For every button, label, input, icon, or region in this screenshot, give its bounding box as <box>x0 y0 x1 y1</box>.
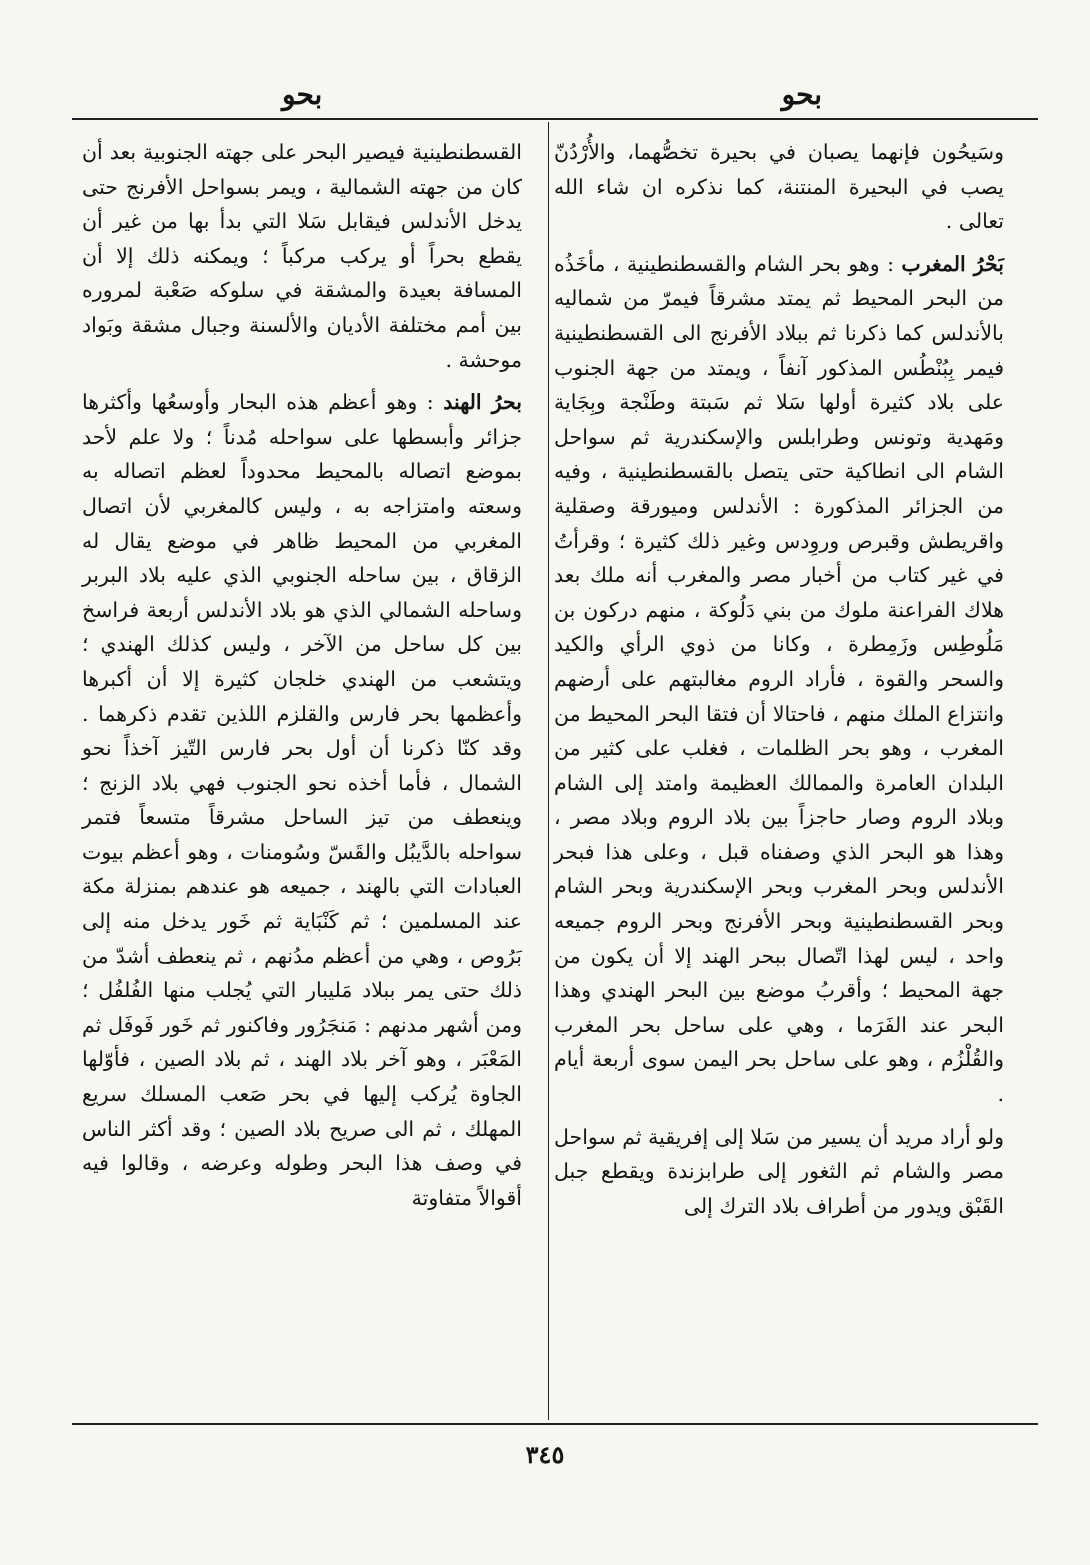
entry-heading-bahr-al-hind: بحرُ الهند <box>443 390 522 415</box>
running-head-left: بحو <box>282 78 323 111</box>
top-rule <box>72 118 1038 120</box>
bottom-rule <box>72 1423 1038 1425</box>
right-paragraph-2 <box>554 247 1004 1112</box>
page-number: ٣٤٥ <box>525 1440 565 1469</box>
left-paragraph-1: القسطنطينية فيصير البحر على جهته الجنوبية بعد أن كان من جهته الشمالية ، ويمر بسواحل الأفرنج حتى يدخل الأندلس فيقابل سَلا التي بدأ بها من غير أن يقطع بحراً أو يركب مركباً ؛ ويمكنه ذلك إلا أن المسافة بعيدة والمشقة في سلوكه صَعْبة لمروره بين أمم مختلفة الأديان والألسنة وجبال مشقة وبَواد موحشة . <box>82 140 522 372</box>
right-paragraph-2-body: : وهو بحر الشام والقسطنطينية ، مأخَذُه من البحر المحيط ثم يمتد مشرقاً فيمرّ من شماليه بالأندلس كما ذكرنا ثم ببلاد الأفرنج الى القسطنطينية فيمر بِبُنْطُس المذكور آنفاً ، ويمتد من جهة الجنوب على بلاد كثيرة أولها سَلا ثم سَبتة وطَنْجة وبِجَاية ومَهدية وتونس وطرابلس والإسكندرية ثم سواحل الشام الى انطاكية حتى يتصل بالقسطنطينية ، وفيه من الجزائر المذكورة : الأندلس وميورقة وصقلية واقريطش وقبرص وروِدس وغير ذلك كثيرة ؛ وقرأتُ في غير كتاب من أخبار مصر والمغرب أنه ملك بعد هلاك الفراعنة ملوك من بني دَلُوكة ، منهم دركون بن مَلُوطِس وزَمِطرة ، وكانا من ذوي الرأي والكيد والسحر والقوة ، فأراد الروم مغالبتهم على أرضهم وانتزاع الملك منهم ، فاحتالا أن فتقا البحر المحيط من المغرب ، وهو بحر الظلمات ، فغلب على كثير من البلدان العامرة والممالك العظيمة وامتد إلى الشام وبلاد الروم وصار حاجزاً بين بلاد الروم وبلاد مصر ، وهذا هو البحر الذي وصفناه قبل ، وعلى هذا فبحر الأندلس وبحر المغرب وبحر الإسكندرية وبحر الشام وبحر القسطنطينية وبحر الأفرنج وبحر الروم جميعه واحد ، ليس لهذا اتّصال ببحر الهند إلا أن يكون من جهة المحيط ؛ وأقربُ موضع بين البحر الهندي وهذا البحر عند الفَرَما ، وهي على ساحل بحر المغرب والقُلْزُم ، وهو على ساحل بحر اليمن سوى أربعة أيام . <box>554 251 1004 1107</box>
running-head-right: بحو <box>781 78 822 111</box>
right-paragraph-3: ولو أراد مريد أن يسير من سَلا إلى إفريقية ثم سواحل مصر والشام ثم الثغور إلى طرابزندة ويقطع جبل القَبْق ويدور من أطراف بلاد الترك إلى <box>554 1124 1004 1218</box>
left-paragraph-2 <box>82 385 522 1215</box>
right-paragraph-1: وسَيحُون فإنهما يصبان في بحيرة تخصُّهما، والأُرْدُنّ يصب في البحيرة المنتنة، كما نذكره ان شاء الله تعالى . <box>554 140 1004 234</box>
entry-heading-bahr-al-maghrib: بَحْرُ المغرب <box>901 251 1004 276</box>
left-paragraph-2-body: : وهو أعظم هذه البحار وأوسعُها وأكثرها جزائر وأبسطها على سواحله مُدناً ؛ ولا علم لأحد بموضع اتصاله بالمحيط محدوداً لعظم اتصاله به وسعته وامتزاجه به ، وليس كالمغربي لأن اتصال المغربي من المحيط ظاهر في موضع يقال له الزقاق ، بين ساحله الجنوبي الذي عليه بلاد البربر وساحله الشمالي الذي هو بلاد الأندلس أربعة فراسخ بين كل ساحل من الآخر ، وليس كذلك الهندي ؛ ويتشعب من الهندي خلجان كثيرة إلا أن أكبرها وأعظمها بحر فارس والقلزم اللذين تقدم ذكرهما . وقد كنّا ذكرنا أن أول بحر فارس التّيز آخذاً نحو الشمال ، فأما أخذه نحو الجنوب فهي بلاد الزنج ؛ وينعطف من تيز الساحل مشرقاً متسعاً فتمر سواحله بالدَّيبُل والقَسّ وسُومنات ، وهو أعظم بيوت العبادات التي بالهند ، جميعه هو عندهم بمنزلة مكة عند المسلمين ؛ ثم كَنْبَاية ثم خَور يدخل منه إلى بَرُوص ، وهي من أعظم مدُنهم ، ثم ينعطف أشدّ من ذلك حتى يمر ببلاد مَليبار التي يُجلب منها الفُلفُل ؛ ومن أشهر مدنهم : مَنجَرُور وفاكنور ثم خَور فَوفَل ثم المَعْبَر ، وهو آخر بلاد الهند ، ثم بلاد الصين ، فأوّلها الجاوة يُركب إليها في بحر صَعب المسلك سريع المهلك ، ثم الى صريح بلاد الصين ؛ وقد أكثر الناس في وصف هذا البحر وطوله وعرضه ، وقالوا فيه أقوالاً متفاوتة <box>82 390 522 1210</box>
left-column <box>82 135 522 1223</box>
column-divider <box>548 122 549 1420</box>
right-column <box>554 135 1004 1231</box>
